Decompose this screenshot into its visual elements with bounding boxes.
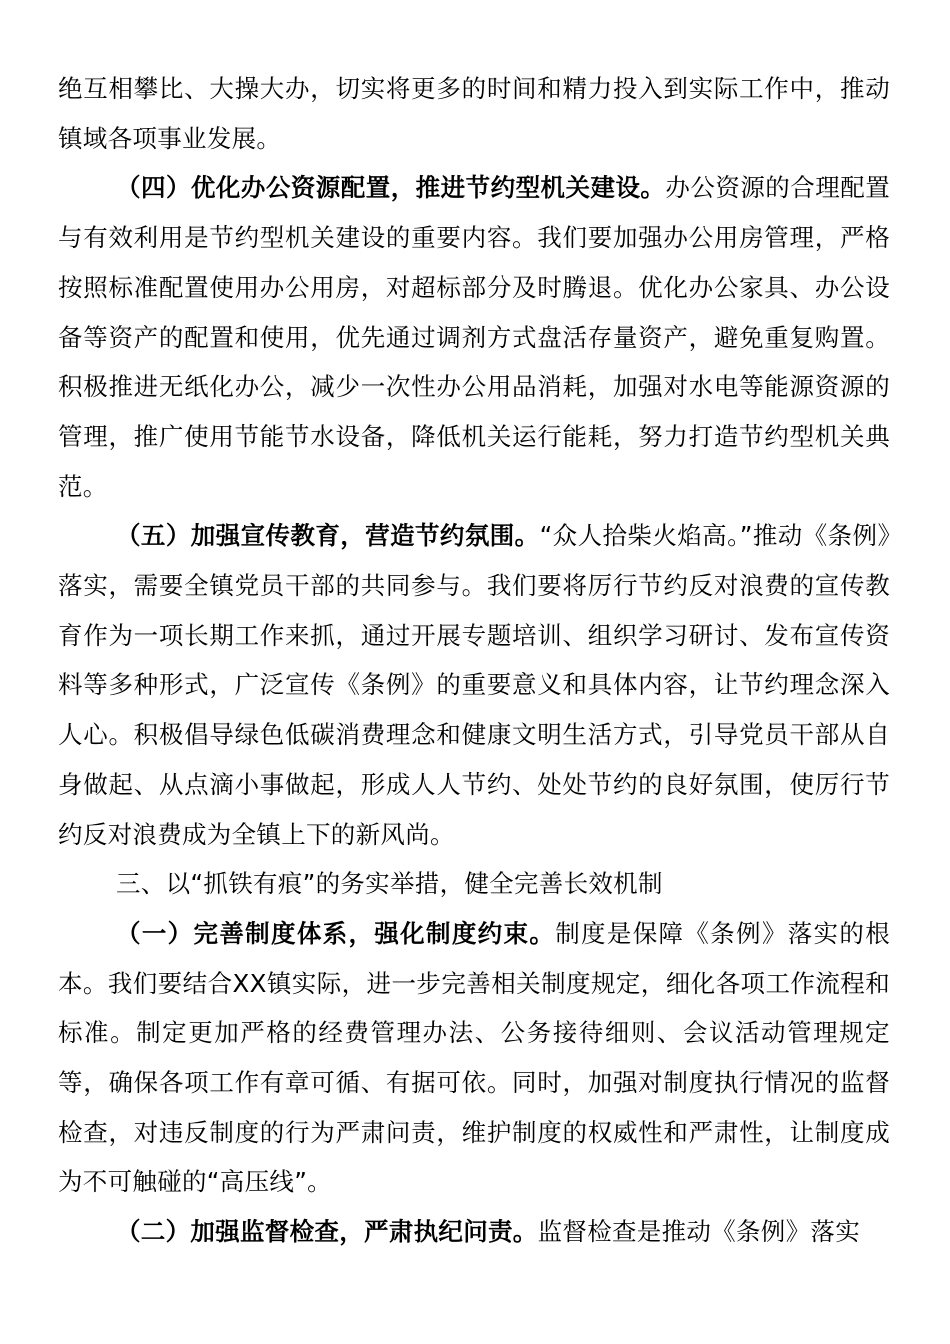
paragraph-heading: （五）加强宣传教育，营造节约氛围。 [116,521,540,551]
paragraph-text: 绝互相攀比、大操大办，切实将更多的时间和精力投入到实际工作中，推动镇域各项事业发展。 [58,74,890,153]
paragraph-text: 制度是保障《条例》落实的根本。我们要结合XX镇实际，进一步完善相关制度规定，细化各项工作流程和标准。制定更加严格的经费管理办法、公务接待细则、会议活动管理规定等，确保各项工作有章可循、有据可依。同时，加强对制度执行情况的监督检查，对违反制度的行为严肃问责，维护制度的权威性和严肃性，让制度成为不可触碰的“高压线”。 [58,918,890,1197]
paragraph-heading: （一）完善制度体系，强化制度约束。 [116,918,556,948]
paragraph-text: “众人拾柴火焰高。”推动《条例》落实，需要全镇党员干部的共同参与。我们要将厉行节约反对浪费的宣传教育作为一项长期工作来抓，通过开展专题培训、组织学习研讨、发布宣传资料等多种形式，广泛宣传《条例》的重要意义和具体内容，让节约理念深入人心。积极倡导绿色低碳消费理念和健康文明生活方式，引导党员干部从自身做起、从点滴小事做起，形成人人节约、处处节约的良好氛围，使厉行节约反对浪费成为全镇上下的新风尚。 [58,521,890,849]
paragraph-continuation [58,64,890,163]
section-title-text: 三、以“抓铁有痕”的务实举措，健全完善长效机制 [116,869,663,899]
section-title [58,859,890,909]
paragraph-heading: （四）优化办公资源配置，推进节约型机关建设。 [116,173,666,203]
paragraph-institution-system [58,909,890,1207]
paragraph-heading: （二）加强监督检查，严肃执纪问责。 [116,1217,538,1247]
paragraph-supervision [58,1207,890,1257]
paragraph-publicity-education [58,511,890,859]
paragraph-text: 办公资源的合理配置与有效利用是节约型机关建设的重要内容。我们要加强办公用房管理，严格按照标准配置使用办公用房，对超标部分及时腾退。优化办公家具、办公设备等资产的配置和使用，优先通过调剂方式盘活存量资产，避免重复购置。积极推进无纸化办公，减少一次性办公用品消耗，加强对水电等能源资源的管理，推广使用节能节水设备，降低机关运行能耗，努力打造节约型机关典范。 [58,173,890,501]
paragraph-office-resources [58,163,890,511]
document-body [58,64,890,1257]
paragraph-text: 监督检查是推动《条例》落实 [537,1217,861,1247]
